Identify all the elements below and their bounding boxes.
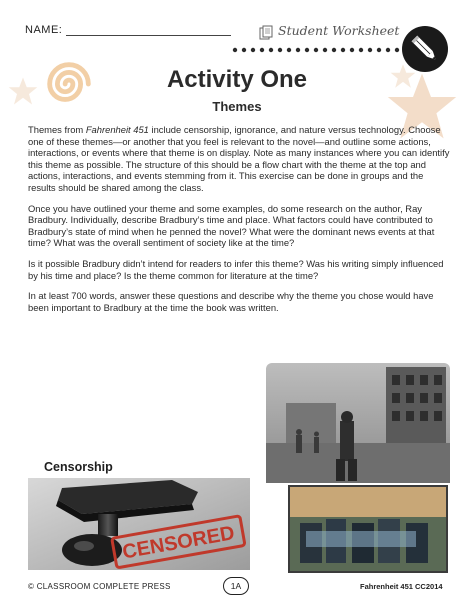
paragraph-intro: Themes from Fahrenheit 451 include censorship, ignorance, and nature versus technology. Choose one of these themes—or another that you feel is relevant to the novel—and outline some actions, interactions, or events where that theme is on display. Note as many instances where you can identify this theme as possible. The structure of this should be a flow chart with the theme at the top and actions, interactions, and events stemming from it. This exercise can be done in groups and the results should be shared among the class.: [28, 124, 450, 193]
book-title: Fahrenheit 451: [85, 124, 149, 135]
instructions: [28, 124, 450, 322]
name-label: NAME:: [25, 24, 63, 36]
publisher-credit: © CLASSROOM COMPLETE PRESS: [28, 582, 171, 591]
censorship-photo: [22, 476, 254, 572]
censored-stamp-text: CENSORED: [120, 522, 237, 564]
censorship-label: Censorship: [44, 460, 113, 474]
dotted-divider: [232, 47, 402, 53]
name-field[interactable]: [66, 35, 231, 36]
product-code: Fahrenheit 451 CC2014: [360, 582, 443, 591]
paragraph-research: Once you have outlined your theme and some examples, do some research on the author, Ray Bradbury. Individually, describe Bradbury’s time and place. What factors could have contributed to Bradbury’s state of mind when he penned the novel? What were the dominant news events at that time? What was the overall sentiment of society like at the time?: [28, 202, 435, 249]
worksheet-icon: [259, 25, 275, 41]
worksheet-label: Student Worksheet: [278, 23, 400, 38]
activity-subtitle: Themes: [212, 99, 262, 114]
activity-title: Activity One: [166, 66, 308, 93]
page-number: 1A: [223, 577, 249, 595]
paragraph-essay: In at least 700 words, answer these questions and describe why the theme you chose would have been important to Bradbury at the time the book was written.: [28, 290, 434, 313]
paragraph-questions: Is it possible Bradbury didn’t intend for readers to infer this theme? Was his writing simply influenced by his time and place? Is the theme common for literature at the time?: [28, 257, 444, 281]
riots-photo: [266, 363, 450, 575]
